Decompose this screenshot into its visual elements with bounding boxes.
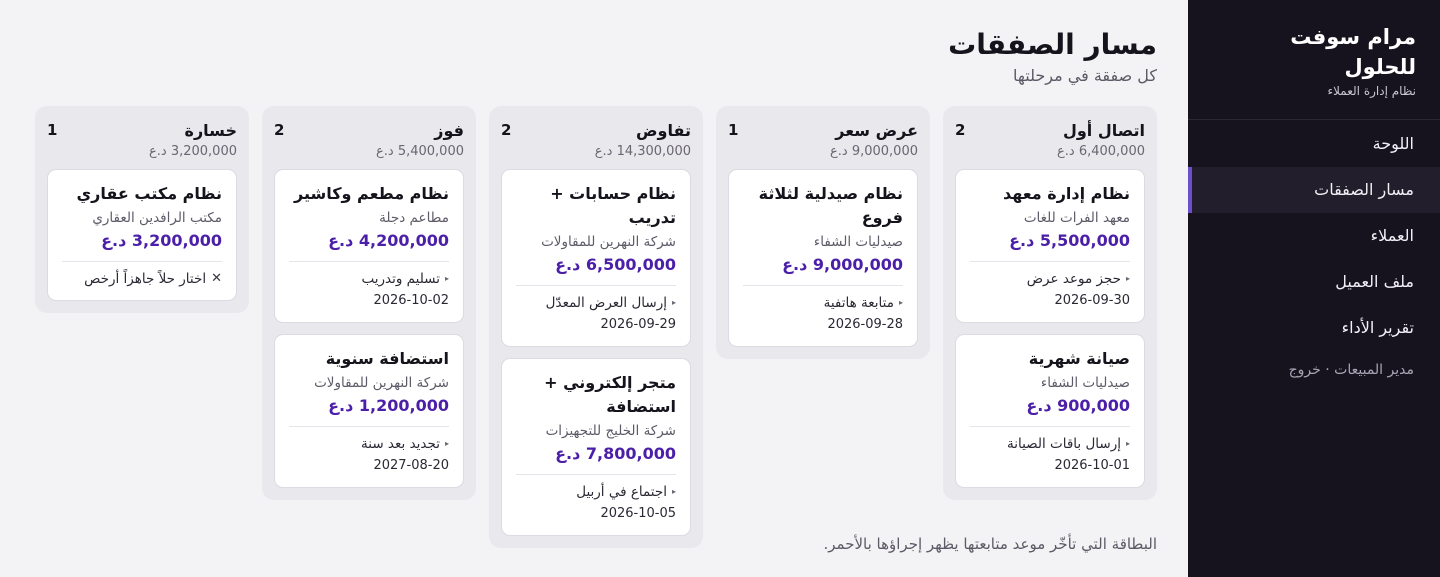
brand bbox=[1188, 0, 1440, 120]
footnote: البطاقة التي تأخّر موعد متابعتها يظهر إجراؤها بالأحمر. bbox=[823, 535, 1157, 553]
deal-title: نظام مطعم وكاشير bbox=[293, 184, 449, 203]
pipeline-column bbox=[716, 106, 930, 359]
next-action-text: تجديد بعد سنة bbox=[361, 436, 440, 452]
deal-value: 900,000 د.ع bbox=[1026, 396, 1130, 415]
bullet-icon: ▸ bbox=[671, 298, 676, 307]
deal-title: نظام حسابات + تدريب bbox=[550, 184, 676, 227]
column-count: 1 bbox=[47, 121, 58, 139]
deal-title: نظام إدارة معهد bbox=[1002, 184, 1130, 203]
column-cards bbox=[47, 169, 237, 301]
column-total: 14,300,000 د.ع bbox=[594, 144, 691, 159]
card-divider bbox=[289, 426, 449, 427]
deal-value: 5,500,000 د.ع bbox=[1009, 231, 1130, 250]
deal-title: استضافة سنوية bbox=[325, 349, 449, 368]
column-cards bbox=[274, 169, 464, 488]
page-title: مسار الصفقات bbox=[948, 28, 1157, 61]
column-count: 2 bbox=[501, 121, 512, 139]
deal-card[interactable] bbox=[501, 358, 691, 536]
bullet-icon: ▸ bbox=[1125, 274, 1130, 283]
pipeline-board bbox=[35, 106, 1157, 548]
column-count: 2 bbox=[274, 121, 285, 139]
deal-client: صيدليات الشفاء bbox=[813, 234, 903, 250]
pipeline-column bbox=[489, 106, 703, 548]
next-action-text: متابعة هاتفية bbox=[823, 295, 894, 311]
logout-link[interactable]: خروج bbox=[1288, 362, 1321, 378]
deal-title: نظام صيدلية لثلاثة فروع bbox=[758, 184, 903, 227]
column-title: خسارة bbox=[184, 120, 237, 140]
deal-title: متجر إلكتروني + استضافة bbox=[544, 373, 676, 416]
next-action-date: 2026-09-28 bbox=[827, 317, 903, 332]
card-divider bbox=[516, 285, 676, 286]
next-action-text: حجز موعد عرض bbox=[1026, 271, 1121, 287]
card-divider bbox=[743, 285, 903, 286]
deal-value: 3,200,000 د.ع bbox=[101, 231, 222, 250]
deal-value: 1,200,000 د.ع bbox=[328, 396, 449, 415]
brand-title: مرام سوفت للحلول bbox=[1290, 25, 1416, 79]
sidebar-item-performance-report[interactable]: تقرير الأداء bbox=[1341, 318, 1414, 337]
deal-card[interactable] bbox=[501, 169, 691, 347]
column-total: 9,000,000 د.ع bbox=[830, 144, 918, 159]
deal-client: شركة النهرين للمقاولات bbox=[541, 234, 676, 250]
next-action-text: إرسال باقات الصيانة bbox=[1006, 436, 1121, 452]
column-total: 6,400,000 د.ع bbox=[1057, 144, 1145, 159]
deal-client: معهد الفرات للغات bbox=[1023, 210, 1130, 226]
next-action-date: 2026-09-29 bbox=[600, 317, 676, 332]
sidebar-nav bbox=[1188, 121, 1440, 351]
next-action bbox=[516, 294, 676, 312]
sidebar-item-customers[interactable]: العملاء bbox=[1370, 226, 1414, 245]
next-action bbox=[289, 435, 449, 453]
column-cards bbox=[955, 169, 1145, 488]
next-action bbox=[970, 270, 1130, 288]
card-divider bbox=[289, 261, 449, 262]
next-action bbox=[516, 483, 676, 501]
card-divider bbox=[62, 261, 222, 262]
card-divider bbox=[970, 426, 1130, 427]
deal-card[interactable] bbox=[274, 334, 464, 488]
deal-card[interactable] bbox=[955, 334, 1145, 488]
next-action bbox=[289, 270, 449, 288]
card-divider bbox=[970, 261, 1130, 262]
column-total: 5,400,000 د.ع bbox=[376, 144, 464, 159]
column-header bbox=[274, 119, 464, 141]
bullet-icon: ▸ bbox=[444, 439, 449, 448]
deal-client: مطاعم دجلة bbox=[379, 210, 449, 226]
next-action-date: 2026-10-02 bbox=[373, 293, 449, 308]
sidebar-item-customer-profile[interactable]: ملف العميل bbox=[1335, 272, 1414, 291]
bullet-icon: ▸ bbox=[444, 274, 449, 283]
pipeline-column bbox=[35, 106, 249, 313]
user-footer bbox=[1188, 359, 1440, 381]
page-header bbox=[948, 26, 1157, 88]
column-header bbox=[955, 119, 1145, 141]
next-action-date: 2027-08-20 bbox=[373, 458, 449, 473]
deal-client: شركة النهرين للمقاولات bbox=[314, 375, 449, 391]
column-title: عرض سعر bbox=[835, 120, 918, 140]
sidebar-item-dashboard[interactable]: اللوحة bbox=[1372, 134, 1414, 153]
footer-separator: · bbox=[1325, 362, 1330, 378]
page-subtitle: كل صفقة في مرحلتها bbox=[1013, 66, 1157, 85]
next-action-text: اختار حلاً جاهزاً أرخص bbox=[84, 271, 207, 287]
deal-value: 4,200,000 د.ع bbox=[328, 231, 449, 250]
column-cards bbox=[501, 169, 691, 536]
user-role: مدير المبيعات bbox=[1334, 362, 1414, 378]
column-header bbox=[47, 119, 237, 141]
next-action-text: اجتماع في أربيل bbox=[576, 484, 667, 500]
next-action-text: إرسال العرض المعدّل bbox=[545, 295, 667, 311]
next-action bbox=[62, 270, 222, 288]
deal-card[interactable] bbox=[47, 169, 237, 301]
next-action-date: 2026-10-01 bbox=[1054, 458, 1130, 473]
column-count: 2 bbox=[955, 121, 966, 139]
column-cards bbox=[728, 169, 918, 347]
column-title: تفاوض bbox=[636, 120, 691, 140]
column-title: اتصال أول bbox=[1062, 120, 1145, 140]
deal-client: شركة الخليج للتجهيزات bbox=[545, 423, 676, 439]
column-title: فوز bbox=[434, 120, 464, 140]
deal-card[interactable] bbox=[955, 169, 1145, 323]
deal-value: 6,500,000 د.ع bbox=[555, 255, 676, 274]
deal-value: 9,000,000 د.ع bbox=[782, 255, 903, 274]
pipeline-column bbox=[943, 106, 1157, 500]
deal-title: صيانة شهرية bbox=[1028, 349, 1130, 368]
next-action bbox=[970, 435, 1130, 453]
pipeline-column bbox=[262, 106, 476, 500]
close-icon: ✕ bbox=[211, 271, 222, 286]
deal-title: نظام مكتب عقاري bbox=[76, 184, 222, 203]
column-header bbox=[728, 119, 918, 141]
column-header bbox=[501, 119, 691, 141]
brand-subtitle: نظام إدارة العملاء bbox=[1327, 84, 1416, 98]
deal-value: 7,800,000 د.ع bbox=[555, 444, 676, 463]
next-action-date: 2026-10-05 bbox=[600, 506, 676, 521]
next-action-date: 2026-09-30 bbox=[1054, 293, 1130, 308]
bullet-icon: ▸ bbox=[1125, 439, 1130, 448]
sidebar bbox=[1188, 0, 1440, 577]
sidebar-item-pipeline[interactable]: مسار الصفقات bbox=[1188, 167, 1440, 213]
bullet-icon: ▸ bbox=[898, 298, 903, 307]
deal-client: صيدليات الشفاء bbox=[1040, 375, 1130, 391]
bullet-icon: ▸ bbox=[671, 487, 676, 496]
column-total: 3,200,000 د.ع bbox=[149, 144, 237, 159]
column-count: 1 bbox=[728, 121, 739, 139]
card-divider bbox=[516, 474, 676, 475]
next-action bbox=[743, 294, 903, 312]
deal-card[interactable] bbox=[728, 169, 918, 347]
deal-card[interactable] bbox=[274, 169, 464, 323]
next-action-text: تسليم وتدريب bbox=[361, 271, 440, 287]
deal-client: مكتب الرافدين العقاري bbox=[92, 210, 222, 226]
